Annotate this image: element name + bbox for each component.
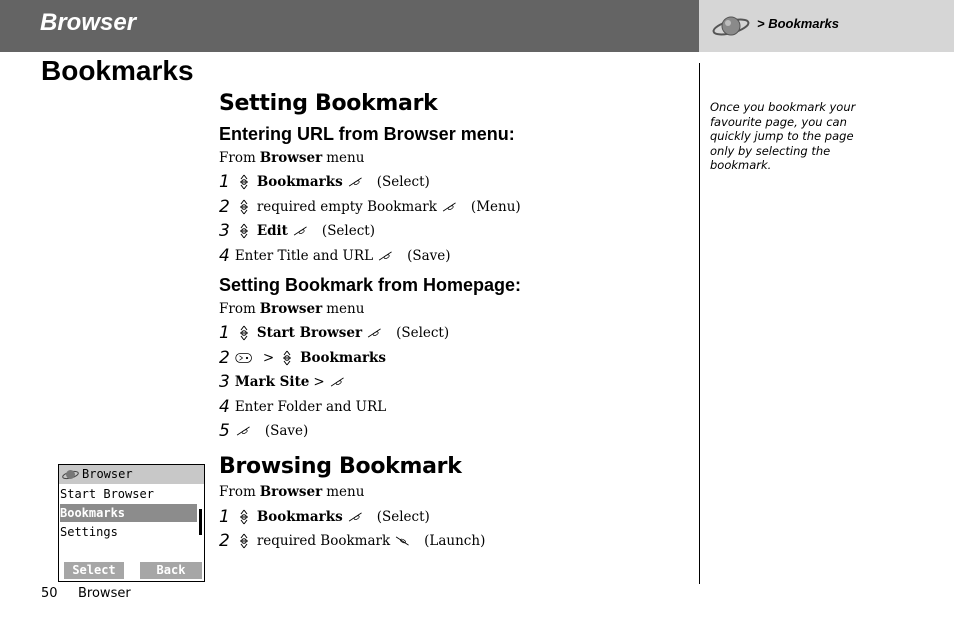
- launch-key-icon: [394, 532, 420, 550]
- softkey-icon: [292, 222, 318, 240]
- phone-menu-item-start-browser[interactable]: Start Browser: [60, 487, 154, 501]
- softkey-icon: [329, 373, 355, 391]
- step-line: 1 Bookmarks (Select): [219, 507, 430, 527]
- step-line: 2 required empty Bookmark (Menu): [219, 197, 521, 217]
- softkey-icon: [377, 247, 403, 265]
- navigation-key-icon: [235, 508, 253, 526]
- step-line: 3 Edit (Select): [219, 221, 375, 241]
- from-menu-line: From Browser menu: [219, 484, 365, 500]
- softkey-icon: [441, 198, 467, 216]
- step-line: 1 Start Browser (Select): [219, 323, 450, 343]
- phone-softkey-back[interactable]: Back: [140, 562, 202, 579]
- footer-label: Browser: [78, 586, 131, 601]
- softkey-icon: [235, 422, 261, 440]
- planet-icon: [62, 467, 79, 482]
- phone-screen: [58, 464, 205, 582]
- navigation-key-icon: [235, 173, 253, 191]
- phone-menu-item-settings[interactable]: Settings: [60, 525, 118, 539]
- section-title-browsing-bookmark: Browsing Bookmark: [219, 454, 462, 479]
- page-number: 50: [41, 586, 58, 601]
- planet-icon: [711, 12, 751, 40]
- section-title-setting-bookmark: Setting Bookmark: [219, 91, 438, 116]
- step-line: 5 (Save): [219, 421, 309, 441]
- step-line: 3 Mark Site >: [219, 372, 355, 392]
- browser-key-icon: [235, 349, 259, 367]
- page-title: Bookmarks: [41, 55, 194, 86]
- step-line: 4 Enter Folder and URL: [219, 397, 387, 417]
- step-line: 1 Bookmarks (Select): [219, 172, 430, 192]
- phone-title: Browser: [82, 467, 133, 481]
- from-menu-line: From Browser menu: [219, 301, 365, 317]
- phone-menu-item-bookmarks[interactable]: Bookmarks: [60, 504, 197, 522]
- step-line: 2 required Bookmark (Launch): [219, 531, 486, 551]
- subsection-title-entering-url: Entering URL from Browser menu:: [219, 124, 515, 144]
- softkey-icon: [347, 508, 373, 526]
- softkey-icon: [366, 324, 392, 342]
- breadcrumb: > Bookmarks: [757, 16, 840, 31]
- phone-title-bar: [59, 465, 204, 484]
- side-note: Once you bookmark your favourite page, you can quickly jump to the page only by selecting the bookmark.: [710, 100, 856, 172]
- header-title: Browser: [40, 9, 137, 36]
- softkey-icon: [347, 173, 373, 191]
- step-line: 2 > Bookmarks: [219, 348, 387, 368]
- step-line: 4 Enter Title and URL (Save): [219, 246, 451, 266]
- navigation-key-icon: [278, 349, 296, 367]
- phone-scrollbar: [199, 509, 202, 535]
- phone-softkey-select[interactable]: Select: [64, 562, 124, 579]
- navigation-key-icon: [235, 532, 253, 550]
- from-menu-line: From Browser menu: [219, 150, 365, 166]
- navigation-key-icon: [235, 198, 253, 216]
- column-divider: [699, 63, 700, 584]
- subsection-title-from-homepage: Setting Bookmark from Homepage:: [219, 275, 522, 295]
- navigation-key-icon: [235, 222, 253, 240]
- navigation-key-icon: [235, 324, 253, 342]
